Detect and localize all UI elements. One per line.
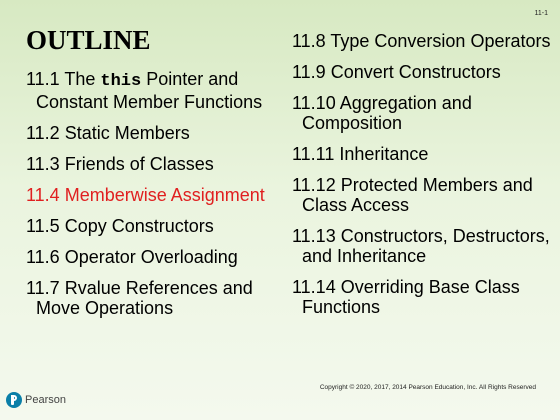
pearson-logo <box>6 392 66 408</box>
this-keyword: this <box>100 72 142 91</box>
outline-left-column <box>26 69 288 329</box>
outline-item-11-2: 11.2 Static Members <box>26 123 190 143</box>
outline-item-11-10: 11.10 Aggregation and Composition <box>292 93 472 133</box>
outline-item-11-5: 11.5 Copy Constructors <box>26 216 214 236</box>
outline-item-11-14: 11.14 Overriding Base Class Functions <box>292 277 520 317</box>
outline-item-11-4-current: 11.4 Memberwise Assignment <box>26 185 265 205</box>
outline-item-11-8: 11.8 Type Conversion Operators <box>292 31 551 51</box>
slide-number: 11-1 <box>534 10 548 17</box>
outline-right-column <box>292 31 554 328</box>
outline-item-11-9: 11.9 Convert Constructors <box>292 62 501 82</box>
copyright-notice: Copyright © 2020, 2017, 2014 Pearson Education, Inc. All Rights Reserved <box>319 384 536 391</box>
outline-item-11-3: 11.3 Friends of Classes <box>26 154 214 174</box>
pearson-logo-icon <box>6 392 22 408</box>
outline-item-11-12: 11.12 Protected Members and Class Access <box>292 175 533 215</box>
pearson-logo-text: Pearson <box>25 394 66 406</box>
slide-title: OUTLINE <box>26 25 151 55</box>
outline-item-11-13: 11.13 Constructors, Destructors, and Inheritance <box>292 226 550 266</box>
outline-item-11-11: 11.11 Inheritance <box>292 144 429 164</box>
outline-item-11-6: 11.6 Operator Overloading <box>26 247 238 267</box>
outline-item-11-1: 11.1 The this Pointer and Constant Member Functions <box>26 69 263 112</box>
outline-item-11-7: 11.7 Rvalue References and Move Operations <box>26 278 253 318</box>
